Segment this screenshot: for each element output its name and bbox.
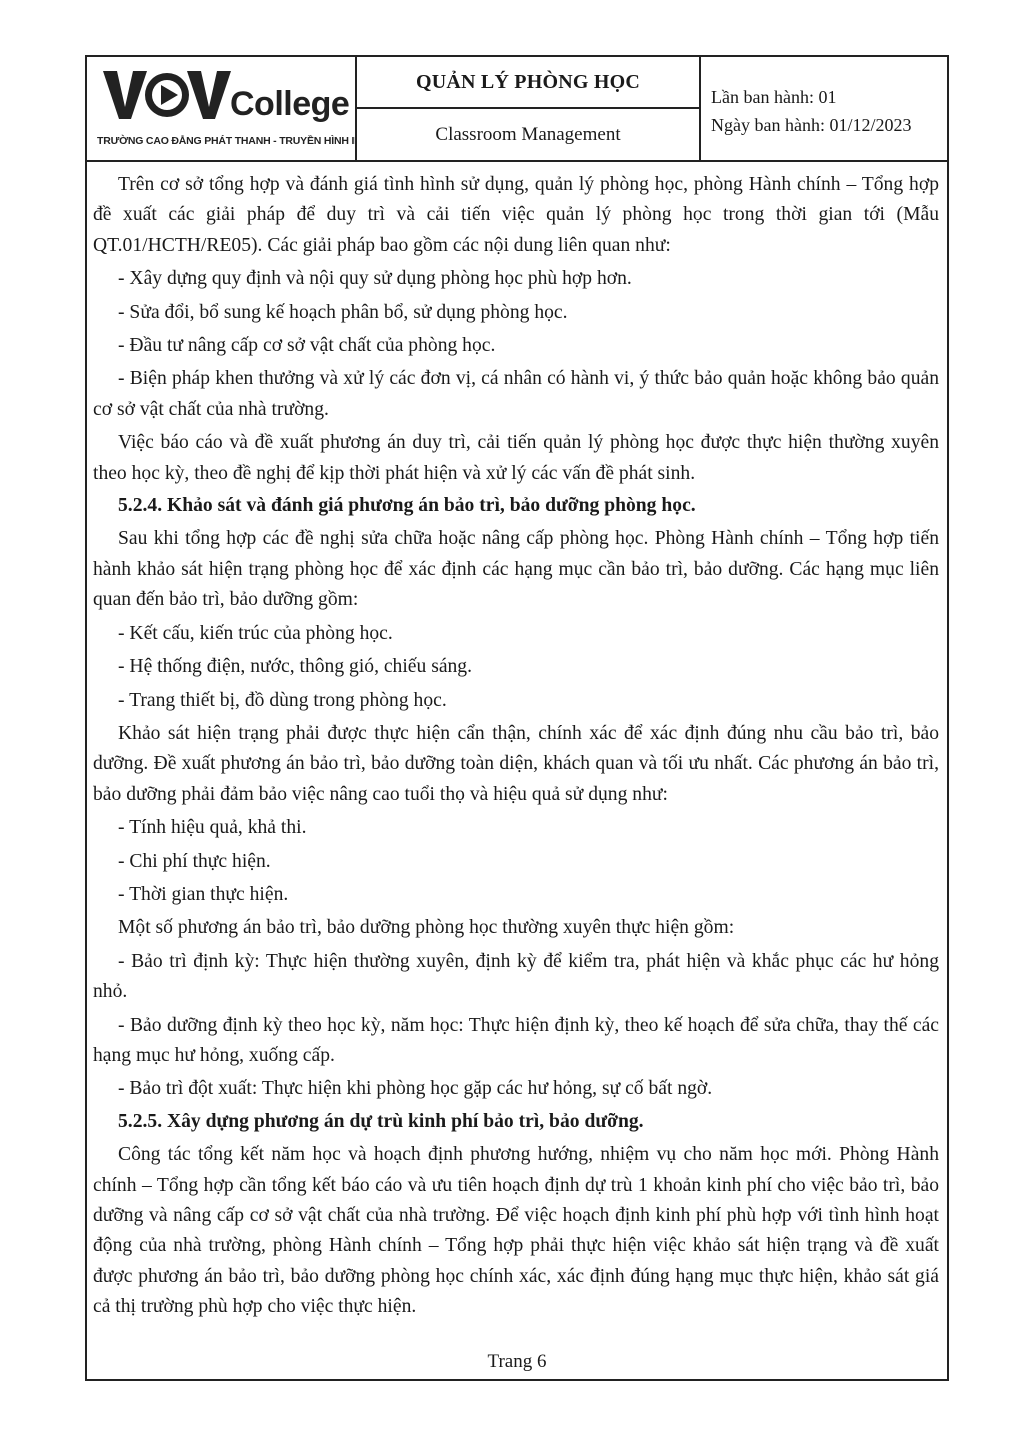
bullet-item: - Sửa đổi, bổ sung kế hoạch phân bổ, sử dụng phòng học.	[118, 301, 568, 323]
title-cell	[357, 57, 701, 160]
bullet-item: - Chi phí thực hiện.	[118, 850, 271, 872]
bullet-item: - Thời gian thực hiện.	[118, 883, 289, 905]
paragraph: Việc báo cáo và đề xuất phương án duy trì, cải tiến quản lý phòng học được thực hiện thường xuyên theo học kỳ, theo đề nghị để kịp thời phát hiện và xử lý các vấn đề phát sinh.	[93, 432, 939, 484]
issue-info	[701, 57, 947, 160]
paragraph: Công tác tổng kết năm học và hoạch định phương hướng, nhiệm vụ cho năm học mới. Phòng Hành chính – Tổng hợp cần tổng kết báo cáo và ưu tiên hoạch định dự trù 1 khoản kinh phí cho việc bảo trì, bảo dưỡng và nâng cấp cơ sở vật chất của nhà trường. Để việc hoạch định kinh phí phù hợp với tình hình hoạt động của nhà trường, phòng Hành chính – Tổng hợp phải thực hiện việc khảo sát hiện trạng và đề xuất được phương án bảo trì, bảo dưỡng phòng học chính xác, xác định đúng hạng mục thực hiện, khảo sát giá cả thị trường phù hợp cho việc thực hiện.	[93, 1144, 939, 1318]
section-heading: 5.2.5. Xây dựng phương án dự trù kinh phí bảo trì, bảo dưỡng.	[118, 1110, 644, 1132]
bullet-item: - Xây dựng quy định và nội quy sử dụng phòng học phù hợp hơn.	[118, 268, 632, 290]
issue-number: Lần ban hành: 01	[711, 87, 837, 107]
bullet-item: - Trang thiết bị, đồ dùng trong phòng học.	[118, 689, 447, 711]
bullet-item: - Đầu tư nâng cấp cơ sở vật chất của phòng học.	[118, 335, 496, 357]
bullet-item: - Hệ thống điện, nước, thông gió, chiếu sáng.	[118, 656, 473, 678]
bullet-item: - Bảo dưỡng định kỳ theo học kỳ, năm học: Thực hiện định kỳ, theo kế hoạch để sửa chữa, thay thế các hạng mục hư hỏng, xuống cấp.	[93, 1014, 939, 1066]
logo-college-text: College	[230, 85, 350, 123]
document-title: QUẢN LÝ PHÒNG HỌC	[357, 57, 699, 109]
bullet-item: - Tính hiệu quả, khả thi.	[118, 817, 307, 839]
section-heading: 5.2.4. Khảo sát và đánh giá phương án bảo trì, bảo dưỡng phòng học.	[118, 495, 696, 517]
paragraph: Sau khi tổng hợp các đề nghị sửa chữa hoặc nâng cấp phòng học. Phòng Hành chính – Tổng hợp tiến hành khảo sát hiện trạng phòng học để xác định các hạng mục cần bảo trì, bảo dưỡng. Các hạng mục liên quan đến bảo trì, bảo dưỡng gồm:	[93, 528, 939, 611]
page-frame	[85, 55, 949, 1381]
paragraph: Khảo sát hiện trạng phải được thực hiện cẩn thận, chính xác để xác định đúng nhu cầu bảo trì, bảo dưỡng. Đề xuất phương án bảo trì, bảo dưỡng toàn diện, khách quan và tối ưu nhất. Các phương án bảo trì, bảo dưỡng phải đảm bảo việc nâng cao tuổi thọ và hiệu quả sử dụng như:	[93, 722, 939, 805]
paragraph: Một số phương án bảo trì, bảo dưỡng phòng học thường xuyên thực hiện gồm:	[118, 917, 735, 939]
bullet-item: - Bảo trì định kỳ: Thực hiện thường xuyên, định kỳ để kiểm tra, phát hiện và khắc phục các hư hỏng nhỏ.	[93, 950, 939, 1003]
document-body	[93, 170, 939, 1323]
logo-subtitle: TRƯỜNG CAO ĐẲNG PHÁT THANH - TRUYỀN HÌNH II	[97, 135, 357, 147]
document-header	[87, 57, 947, 162]
bullet-item: - Biện pháp khen thưởng và xử lý các đơn vị, cá nhân có hành vi, ý thức bảo quản hoặc không bảo quản cơ sở vật chất của nhà trường.	[93, 368, 939, 420]
bullet-item: - Bảo trì đột xuất: Thực hiện khi phòng học gặp các hư hỏng, sự cố bất ngờ.	[118, 1078, 713, 1100]
bullet-item: - Kết cấu, kiến trúc của phòng học.	[118, 622, 393, 644]
vov-logo-icon	[101, 67, 231, 123]
issue-date: Ngày ban hành: 01/12/2023	[711, 115, 912, 135]
document-subtitle: Classroom Management	[435, 123, 621, 145]
logo	[87, 57, 357, 160]
page-number: Trang 6	[487, 1351, 547, 1372]
paragraph: Trên cơ sở tổng hợp và đánh giá tình hình sử dụng, quản lý phòng học, phòng Hành chính – Tổng hợp đề xuất các giải pháp để duy trì và cải tiến việc quản lý phòng học trong thời gian tới (Mẫu QT.01/HCTH/RE05). Các giải pháp bao gồm các nội dung liên quan như:	[93, 174, 939, 256]
